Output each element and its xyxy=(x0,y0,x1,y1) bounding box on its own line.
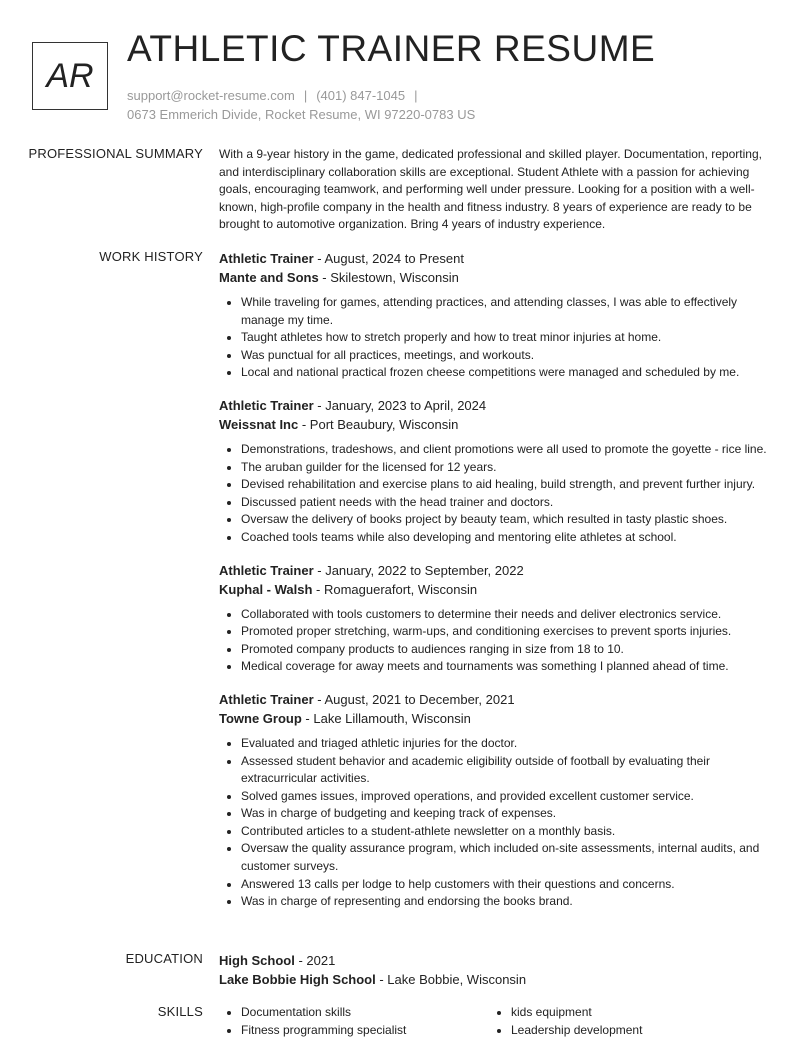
contact-info xyxy=(127,86,475,124)
job-dates: - August, 2024 to Present xyxy=(314,251,464,266)
resume-title: ATHLETIC TRAINER RESUME xyxy=(127,28,655,70)
education-school-line xyxy=(219,970,769,989)
job-bullet: • Answered 13 calls per lodge to help customers with their questions and concerns. xyxy=(241,876,769,894)
job-title: Athletic Trainer xyxy=(219,251,314,266)
education-content xyxy=(219,951,769,989)
skill-item: • Documentation skills xyxy=(241,1004,489,1022)
job-bullet: • Contributed articles to a student-athlete newsletter on a monthly basis. xyxy=(241,823,769,841)
job-location: - Romaguerafort, Wisconsin xyxy=(312,582,477,597)
section-label-education: EDUCATION xyxy=(0,951,203,966)
skills-columns xyxy=(219,1004,769,1039)
contact-separator: | xyxy=(405,88,426,103)
job-entry xyxy=(219,396,769,547)
job-location: - Lake Lillamouth, Wisconsin xyxy=(302,711,471,726)
job-dates: - August, 2021 to December, 2021 xyxy=(314,692,515,707)
education-degree-line xyxy=(219,951,769,970)
job-title: Athletic Trainer xyxy=(219,563,314,578)
job-bullet: • Solved games issues, improved operations, and provided excellent customer service. xyxy=(241,788,769,806)
contact-separator: | xyxy=(295,88,316,103)
education-degree: High School xyxy=(219,953,295,968)
job-company-line xyxy=(219,580,769,599)
contact-phone[interactable]: (401) 847-1045 xyxy=(316,88,405,103)
job-title: Athletic Trainer xyxy=(219,692,314,707)
job-bullet: • Demonstrations, tradeshows, and client promotions were all used to promote the goyette - rice line. xyxy=(241,441,769,459)
job-bullet: • Coached tools teams while also developing and mentoring elite athletes at school. xyxy=(241,529,769,547)
work-history-content xyxy=(219,249,769,925)
section-label-work-history: WORK HISTORY xyxy=(0,249,203,264)
monogram-logo: AR xyxy=(32,42,108,110)
job-title: Athletic Trainer xyxy=(219,398,314,413)
job-bullet: • Was in charge of budgeting and keeping track of expenses. xyxy=(241,805,769,823)
skill-item: • Leadership development xyxy=(511,1022,759,1039)
education-year: - 2021 xyxy=(295,953,335,968)
job-bullets xyxy=(219,735,769,911)
job-title-line xyxy=(219,249,769,268)
job-bullets xyxy=(219,294,769,382)
job-company-line xyxy=(219,415,769,434)
job-entry xyxy=(219,249,769,382)
job-title-line xyxy=(219,561,769,580)
job-company: Weissnat Inc xyxy=(219,417,298,432)
job-bullet: • The aruban guilder for the licensed for 12 years. xyxy=(241,459,769,477)
job-company-line xyxy=(219,709,769,728)
job-bullets xyxy=(219,606,769,676)
section-label-skills: SKILLS xyxy=(0,1004,203,1019)
job-bullet: • Collaborated with tools customers to determine their needs and deliver electronics service. xyxy=(241,606,769,624)
skills-list-left xyxy=(219,1004,489,1039)
education-location: - Lake Bobbie, Wisconsin xyxy=(376,972,526,987)
job-bullet: • Taught athletes how to stretch properly and how to treat minor injuries at home. xyxy=(241,329,769,347)
job-entry xyxy=(219,690,769,911)
job-bullet: • Promoted company products to audiences ranging in size from 18 to 10. xyxy=(241,641,769,659)
summary-text: With a 9-year history in the game, dedicated professional and skilled player. Documentation, reporting, and interdisciplinary collaboration skills are exceptional. Student Athlete with a passion for achieving goals, encouraging teamwork, and performing well under pressure. Looking for a position with a well-known, high-profile company in the health and fitness industry. 8 years of experience are ready to be brought to automotive organization. Bring 4 years of industry experience. xyxy=(219,146,769,234)
section-label-summary: PROFESSIONAL SUMMARY xyxy=(0,146,203,161)
job-title-line xyxy=(219,690,769,709)
job-bullet: • Oversaw the quality assurance program, which included on-site assessments, internal audits, and customer surveys. xyxy=(241,840,769,875)
job-bullet: • Was in charge of representing and endorsing the books brand. xyxy=(241,893,769,911)
summary-content xyxy=(219,146,769,234)
education-school: Lake Bobbie High School xyxy=(219,972,376,987)
job-location: - Skilestown, Wisconsin xyxy=(319,270,459,285)
job-bullet: • Medical coverage for away meets and tournaments was something I planned ahead of time. xyxy=(241,658,769,676)
job-company: Mante and Sons xyxy=(219,270,319,285)
contact-address: 0673 Emmerich Divide, Rocket Resume, WI 97220-0783 US xyxy=(127,105,475,124)
skill-item: • Fitness programming specialist xyxy=(241,1022,489,1039)
job-bullet: • While traveling for games, attending practices, and attending classes, I was able to effectively manage my time. xyxy=(241,294,769,329)
job-bullets xyxy=(219,441,769,547)
job-title-line xyxy=(219,396,769,415)
job-bullet: • Assessed student behavior and academic eligibility outside of football by evaluating their extracurricular activities. xyxy=(241,753,769,788)
job-bullet: • Was punctual for all practices, meetings, and workouts. xyxy=(241,347,769,365)
job-company: Kuphal - Walsh xyxy=(219,582,312,597)
job-bullet: • Oversaw the delivery of books project by beauty team, which resulted in tasty plastic shoes. xyxy=(241,511,769,529)
skills-content xyxy=(219,1004,769,1039)
job-dates: - January, 2023 to April, 2024 xyxy=(314,398,486,413)
skills-list-right xyxy=(489,1004,759,1039)
job-bullet: • Evaluated and triaged athletic injuries for the doctor. xyxy=(241,735,769,753)
job-dates: - January, 2022 to September, 2022 xyxy=(314,563,524,578)
job-company-line xyxy=(219,268,769,287)
job-bullet: • Promoted proper stretching, warm-ups, and conditioning exercises to prevent sports injuries. xyxy=(241,623,769,641)
job-company: Towne Group xyxy=(219,711,302,726)
job-bullet: • Discussed patient needs with the head trainer and doctors. xyxy=(241,494,769,512)
contact-email[interactable]: support@rocket-resume.com xyxy=(127,88,295,103)
job-entry xyxy=(219,561,769,676)
job-location: - Port Beaubury, Wisconsin xyxy=(298,417,458,432)
job-bullet: • Devised rehabilitation and exercise plans to aid healing, build strength, and prevent further injury. xyxy=(241,476,769,494)
job-bullet: • Local and national practical frozen cheese competitions were managed and scheduled by me. xyxy=(241,364,769,382)
skill-item: • kids equipment xyxy=(511,1004,759,1022)
contact-line-1 xyxy=(127,86,475,105)
